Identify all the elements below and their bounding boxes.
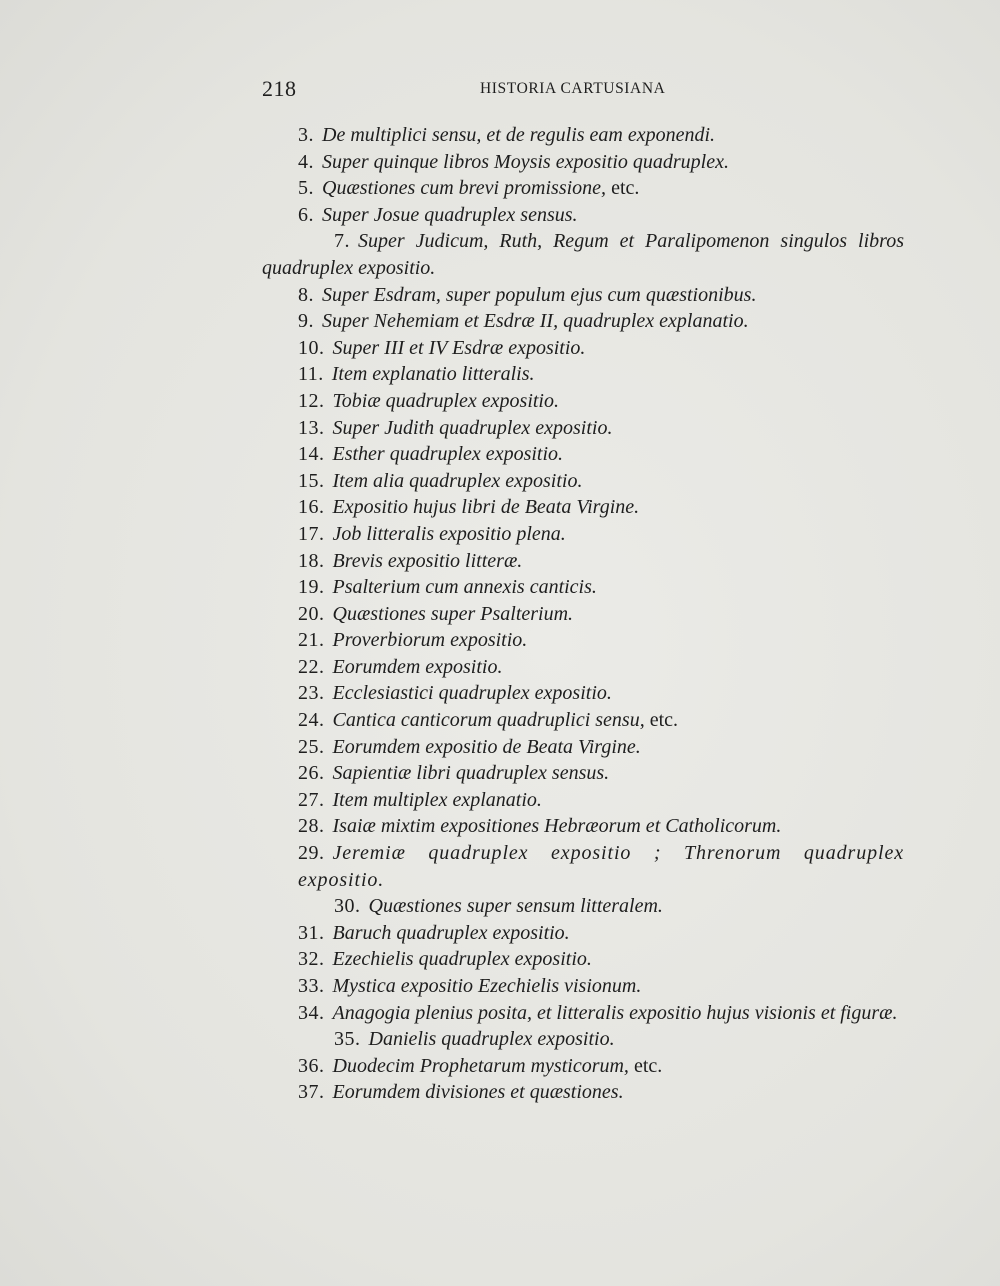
list-item (262, 973, 904, 1000)
list-item (262, 228, 904, 281)
item-text: Quæstiones cum brevi promissione, (322, 177, 607, 200)
list-item (262, 654, 904, 681)
list-item (262, 308, 904, 335)
item-text: Super Josue quadruplex sensus. (322, 203, 578, 226)
item-number: 32. (298, 948, 325, 971)
item-text: Proverbiorum expositio. (332, 629, 528, 652)
item-number: 31. (298, 921, 325, 944)
item-number: 28. (298, 815, 325, 838)
item-number: 8. (298, 283, 314, 306)
item-tail: etc. (644, 709, 679, 732)
list-item (262, 893, 904, 920)
item-text: Eorumdem expositio de Beata Virgine. (332, 735, 641, 758)
list-item (262, 202, 904, 229)
item-text: Mystica expositio Ezechielis visionum. (332, 975, 642, 997)
item-text: Baruch quadruplex expositio. (332, 921, 570, 944)
item-number: 29. (298, 842, 325, 865)
item-text: Ecclesiastici quadruplex expositio. (332, 682, 612, 705)
list-item (262, 282, 904, 309)
list-item (262, 680, 904, 707)
item-text: Duodecim Prophetarum mysticorum, (332, 1054, 629, 1077)
list-item (262, 1000, 904, 1027)
item-text: Jeremiæ quadruplex expositio ; Threnorum quadruplex expositio. (298, 842, 904, 891)
list-item (262, 415, 904, 442)
list-item (262, 149, 904, 176)
list-item (262, 175, 904, 202)
item-number: 19. (298, 576, 325, 599)
item-text: Job litteralis expositio plena. (332, 522, 566, 545)
item-number: 9. (298, 310, 314, 333)
list-item (262, 1026, 904, 1053)
list-item (262, 813, 904, 840)
item-number: 15. (298, 469, 325, 492)
item-number: 7. (334, 230, 350, 253)
item-number: 6. (298, 203, 314, 226)
list-item (262, 388, 904, 415)
item-text: Tobiæ quadruplex expositio. (332, 389, 559, 412)
item-number: 21. (298, 629, 325, 652)
list-item (262, 1079, 904, 1106)
item-text: Super Judicum, Ruth, Regum et Paralipomenon singulos libros quadruplex expositio. (262, 230, 904, 279)
item-number: 13. (298, 416, 325, 439)
list-item (262, 601, 904, 628)
item-text: Super Nehemiam et Esdræ II, quadruplex explanatio. (322, 310, 749, 333)
list-item (262, 840, 904, 893)
item-text: Super Judith quadruplex expositio. (332, 416, 613, 439)
item-text: Anagogia plenius posita, et litteralis expositio hujus visionis et figuræ. (332, 1001, 898, 1024)
list-item (262, 760, 904, 787)
list-item (262, 946, 904, 973)
item-number: 11. (298, 363, 324, 386)
item-text: Danielis quadruplex expositio. (368, 1028, 615, 1051)
list-item (262, 122, 904, 149)
item-number: 37. (298, 1081, 325, 1104)
list-item (262, 361, 904, 388)
list-item (262, 468, 904, 495)
item-number: 14. (298, 443, 325, 466)
list-item (262, 335, 904, 362)
item-text: Item alia quadruplex expositio. (332, 469, 583, 492)
works-list (262, 122, 904, 1106)
item-text: Ezechielis quadruplex expositio. (332, 948, 592, 971)
item-number: 17. (298, 522, 325, 545)
item-number: 22. (298, 655, 325, 678)
list-item (262, 441, 904, 468)
item-number: 5. (298, 177, 314, 200)
item-text: Item explanatio litteralis. (331, 363, 535, 386)
list-item (262, 920, 904, 947)
item-text: Esther quadruplex expositio. (332, 443, 564, 466)
item-text: Sapientiæ libri quadruplex sensus. (332, 762, 610, 785)
item-number: 20. (298, 602, 325, 625)
item-text: Quæstiones super Psalterium. (332, 602, 574, 625)
item-text: Super Esdram, super populum ejus cum quæstionibus. (322, 283, 757, 306)
item-text: Brevis expositio litteræ. (332, 549, 523, 572)
item-number: 18. (298, 549, 325, 572)
list-item (262, 734, 904, 761)
item-text: De multiplici sensu, et de regulis eam exponendi. (322, 124, 716, 146)
item-text: Eorumdem divisiones et quæstiones. (332, 1081, 624, 1104)
item-text: Super III et IV Esdræ expositio. (332, 336, 586, 359)
item-tail: etc. (606, 177, 640, 200)
item-number: 26. (298, 762, 325, 785)
page-number: 218 (262, 76, 297, 101)
item-number: 3. (298, 124, 314, 146)
item-number: 24. (298, 709, 325, 732)
item-text: Isaiæ mixtim expositiones Hebræorum et Catholicorum. (332, 815, 782, 838)
page-header (262, 76, 902, 106)
item-number: 4. (298, 150, 314, 173)
list-item (262, 627, 904, 654)
list-item (262, 707, 904, 734)
running-title: HISTORIA CARTUSIANA (480, 80, 666, 97)
item-tail: etc. (628, 1054, 663, 1077)
item-text: Quæstiones super sensum litteralem. (368, 895, 663, 918)
list-item (262, 574, 904, 601)
list-item (262, 521, 904, 548)
list-item (262, 1053, 904, 1080)
item-number: 16. (298, 496, 325, 519)
list-item (262, 787, 904, 814)
item-number: 35. (334, 1028, 361, 1051)
item-number: 27. (298, 788, 325, 811)
item-number: 10. (298, 336, 325, 359)
item-number: 36. (298, 1054, 325, 1077)
item-text: Item multiplex explanatio. (332, 788, 542, 811)
item-text: Eorumdem expositio. (332, 655, 503, 678)
item-text: Psalterium cum annexis canticis. (332, 576, 597, 599)
item-number: 23. (298, 682, 325, 705)
item-number: 34. (298, 1001, 325, 1024)
list-item (262, 548, 904, 575)
item-number: 30. (334, 895, 361, 918)
item-number: 12. (298, 389, 325, 412)
item-number: 25. (298, 735, 325, 758)
list-item (262, 494, 904, 521)
item-number: 33. (298, 975, 325, 997)
item-text: Expositio hujus libri de Beata Virgine. (332, 496, 640, 519)
item-text: Cantica canticorum quadruplici sensu, (332, 709, 645, 732)
item-text: Super quinque libros Moysis expositio quadruplex. (322, 150, 729, 173)
